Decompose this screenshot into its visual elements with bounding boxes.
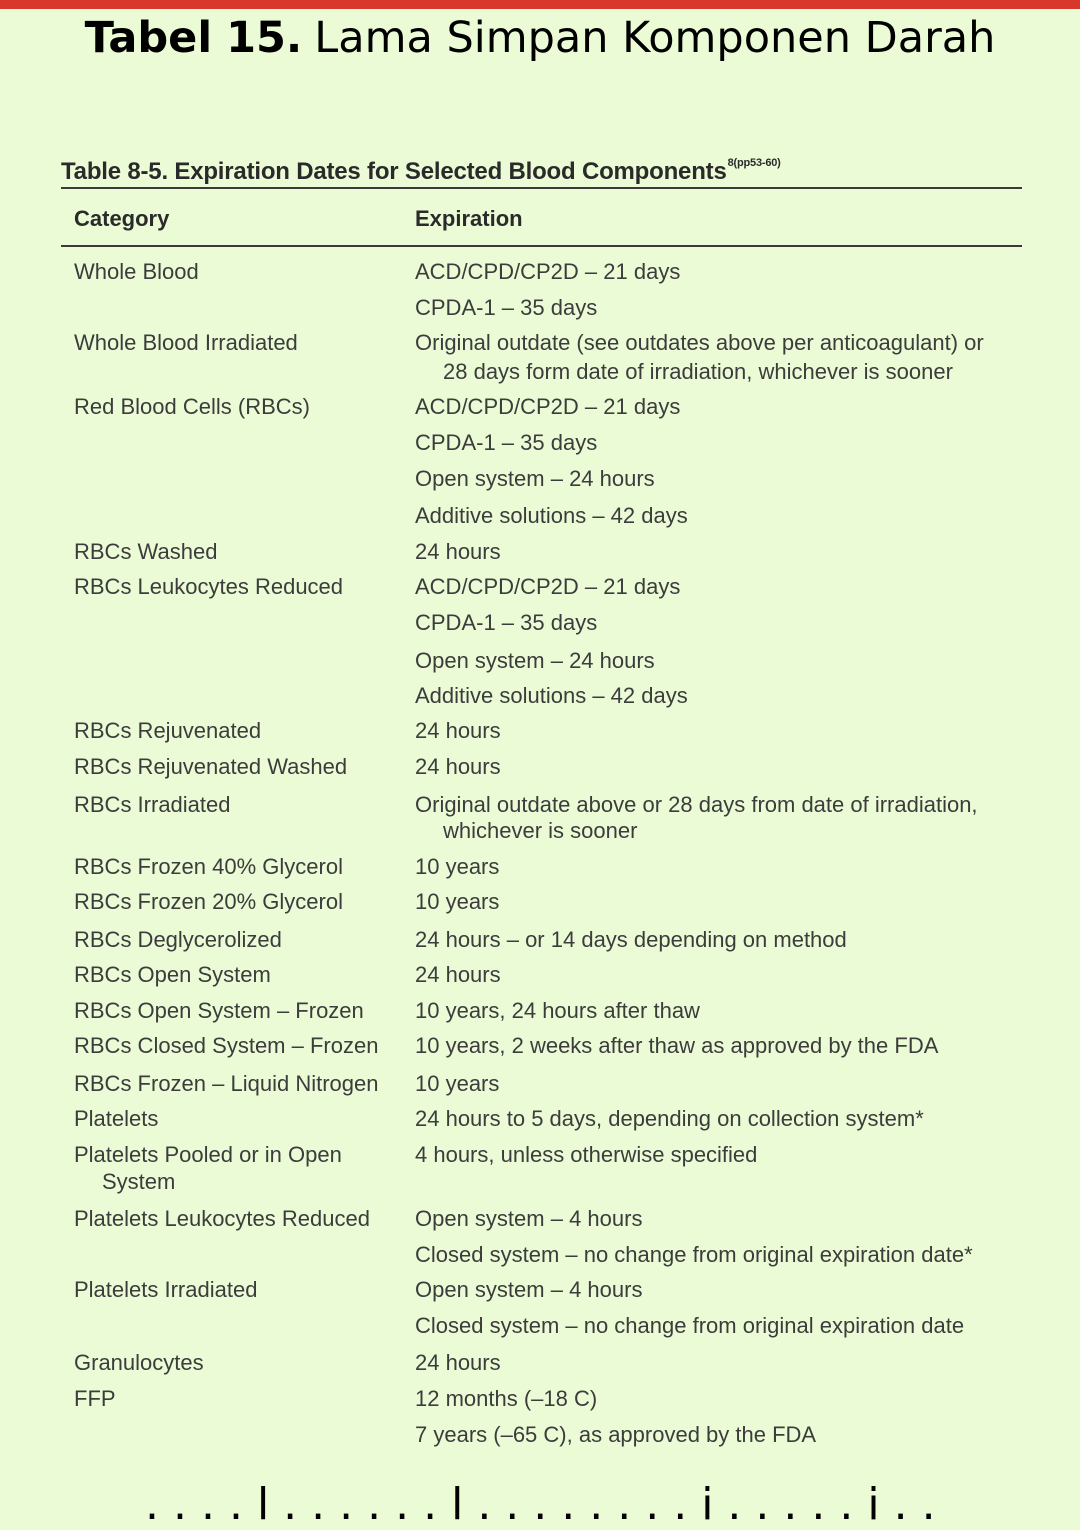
- table-caption-text: Table 8-5. Expiration Dates for Selected Blood Components: [61, 158, 727, 185]
- row-23-category: RBCs Frozen – Liquid Nitrogen: [74, 1071, 379, 1096]
- row-17-category: RBCs Frozen 40% Glycerol: [74, 854, 343, 879]
- row-28-expiration: Closed system – no change from original expiration date*: [415, 1242, 973, 1267]
- row-1-expiration: CPDA-1 – 35 days: [415, 295, 598, 320]
- row-18-expiration: 10 years: [415, 889, 500, 914]
- row-32-expiration: 12 months (–18 C): [415, 1386, 598, 1411]
- row-32-category: FFP: [74, 1386, 116, 1411]
- row-12-expiration: Additive solutions – 42 days: [415, 683, 688, 708]
- title-label: Tabel: [84, 13, 213, 63]
- row-3-expiration: 28 days form date of irradiation, whichever is sooner: [443, 359, 953, 384]
- row-4-category: Red Blood Cells (RBCs): [74, 394, 310, 419]
- row-30-expiration: Closed system – no change from original expiration date: [415, 1313, 965, 1338]
- row-13-category: RBCs Rejuvenated: [74, 718, 262, 743]
- row-0-category: Whole Blood: [74, 259, 199, 284]
- row-21-expiration: 10 years, 24 hours after thaw: [415, 998, 700, 1023]
- row-24-category: Platelets: [74, 1106, 159, 1131]
- header-category: Category: [74, 206, 170, 231]
- bottom-cut-text: [0, 1470, 1080, 1530]
- row-13-expiration: 24 hours: [415, 718, 501, 743]
- row-25-expiration: 4 hours, unless otherwise specified: [415, 1142, 758, 1167]
- row-16-expiration: whichever is sooner: [443, 818, 638, 843]
- row-8-expiration: 24 hours: [415, 539, 501, 564]
- row-8-category: RBCs Washed: [74, 539, 218, 564]
- row-33-expiration: 7 years (–65 C), as approved by the FDA: [415, 1422, 817, 1447]
- row-5-expiration: CPDA-1 – 35 days: [415, 430, 598, 455]
- row-10-expiration: CPDA-1 – 35 days: [415, 610, 598, 635]
- row-0-expiration: ACD/CPD/CP2D – 21 days: [415, 259, 681, 284]
- row-31-category: Granulocytes: [74, 1350, 204, 1375]
- row-19-category: RBCs Deglycerolized: [74, 927, 282, 952]
- row-24-expiration: 24 hours to 5 days, depending on collection system*: [415, 1106, 924, 1131]
- row-15-expiration: Original outdate above or 28 days from date of irradiation,: [415, 792, 978, 817]
- row-22-expiration: 10 years, 2 weeks after thaw as approved by the FDA: [415, 1033, 939, 1058]
- bottom-cut-fragment: ....l......l........i.....i..: [145, 1479, 950, 1530]
- row-7-expiration: Additive solutions – 42 days: [415, 503, 688, 528]
- row-26-category: System: [102, 1169, 176, 1194]
- title-number: 15.: [226, 13, 303, 63]
- row-14-expiration: 24 hours: [415, 754, 501, 779]
- header-expiration: Expiration: [415, 206, 523, 231]
- row-21-category: RBCs Open System – Frozen: [74, 998, 364, 1023]
- row-27-category: Platelets Leukocytes Reduced: [74, 1206, 370, 1231]
- row-18-category: RBCs Frozen 20% Glycerol: [74, 889, 343, 914]
- row-20-expiration: 24 hours: [415, 962, 501, 987]
- row-23-expiration: 10 years: [415, 1071, 500, 1096]
- row-17-expiration: 10 years: [415, 854, 500, 879]
- row-29-expiration: Open system – 4 hours: [415, 1277, 643, 1302]
- row-9-category: RBCs Leukocytes Reduced: [74, 574, 344, 599]
- row-29-category: Platelets Irradiated: [74, 1277, 258, 1302]
- title-text: Lama Simpan Komponen Darah: [314, 13, 996, 63]
- row-15-category: RBCs Irradiated: [74, 792, 231, 817]
- row-11-expiration: Open system – 24 hours: [415, 648, 655, 673]
- row-20-category: RBCs Open System: [74, 962, 271, 987]
- table-caption-reference: 8(pp53-60): [727, 157, 781, 169]
- row-4-expiration: ACD/CPD/CP2D – 21 days: [415, 394, 681, 419]
- row-31-expiration: 24 hours: [415, 1350, 501, 1375]
- row-22-category: RBCs Closed System – Frozen: [74, 1033, 379, 1058]
- row-19-expiration: 24 hours – or 14 days depending on method: [415, 927, 847, 952]
- row-2-category: Whole Blood Irradiated: [74, 330, 298, 355]
- row-2-expiration: Original outdate (see outdates above per anticoagulant) or: [415, 330, 984, 355]
- row-27-expiration: Open system – 4 hours: [415, 1206, 643, 1231]
- row-25-category: Platelets Pooled or in Open: [74, 1142, 342, 1167]
- row-6-expiration: Open system – 24 hours: [415, 466, 655, 491]
- row-14-category: RBCs Rejuvenated Washed: [74, 754, 348, 779]
- row-9-expiration: ACD/CPD/CP2D – 21 days: [415, 574, 681, 599]
